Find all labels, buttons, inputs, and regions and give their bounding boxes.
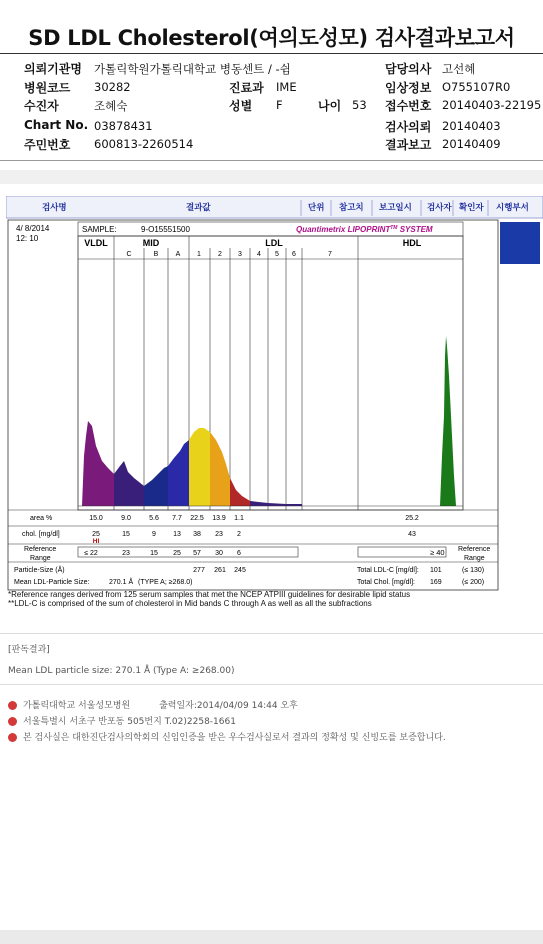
ref-value: 6 [237, 550, 241, 557]
footnote-1: *Reference ranges derived from 125 serum samples that met the NCEP ATPIII guidelines for desirable lipid status [8, 590, 411, 599]
area-value: 5.6 [149, 515, 159, 522]
report-date: 4/ 8/2014 [16, 224, 50, 233]
col-reference: 참고치 [339, 202, 364, 212]
chart-no-label: Chart No. [24, 118, 89, 132]
ldl-band-label: 7 [328, 251, 332, 258]
area-value: 15.0 [89, 515, 103, 522]
area-value: 22.5 [190, 515, 204, 522]
chol-value: 13 [173, 531, 181, 538]
bullet-icon [8, 717, 17, 726]
ref-value: 57 [193, 550, 201, 557]
interpretation-heading: [판독결과] [8, 645, 50, 655]
mid-band-label: B [153, 251, 159, 258]
age-label: 나이 [318, 99, 342, 113]
footer-divider [0, 684, 543, 685]
doctor-label: 담당의사 [385, 62, 432, 76]
hi-flag: HI [92, 538, 100, 545]
chol-value: 38 [193, 531, 201, 538]
chol-value: 15 [122, 531, 130, 538]
area-value: 13.9 [212, 515, 226, 522]
group-label-hdl: HDL [402, 238, 422, 248]
col-result: 결과값 [186, 202, 211, 212]
ordering-org: 가톨릭학원가톨릭대학교 병동센트 / -쉼 [94, 62, 291, 76]
particle-value: 261 [214, 567, 226, 574]
area-value: 1.1 [234, 515, 244, 522]
footnote-2: **LDL-C is comprised of the sum of cholesterol in Mid bands C through A as well as all the subfractions [8, 599, 372, 608]
area-value: 25.2 [405, 515, 419, 522]
hdl-ref-label-1: Reference [458, 546, 491, 553]
bullet-icon [8, 701, 17, 710]
chart-no: 03878431 [94, 119, 153, 133]
page-title: SD LDL Cholesterol(여의도성모) 검사결과보고서 [28, 26, 515, 50]
total-chol: 169 [430, 579, 442, 586]
chol-value: 43 [408, 531, 416, 538]
header-blue-block [500, 222, 540, 264]
chol-value: 23 [215, 531, 223, 538]
total-chol-ref: (≤ 200) [462, 579, 485, 586]
particle-value: 277 [193, 567, 205, 574]
gray-band [0, 170, 543, 184]
hdl-ref-label-2: Range [464, 555, 485, 562]
particle-value: 245 [234, 567, 246, 574]
ref-label-2: Range [30, 555, 51, 562]
ldl-band-label: 6 [292, 251, 296, 258]
total-ldl: 101 [430, 567, 442, 574]
ldl5-7-tail [268, 503, 302, 506]
ldl-band-label: 1 [197, 251, 201, 258]
ldl3-peak [230, 478, 250, 506]
col-report-date: 보고일시 [379, 202, 412, 212]
ref-value: 25 [173, 550, 181, 557]
footer-address-line [8, 714, 236, 727]
area-value: 7.7 [172, 515, 182, 522]
sex: F [276, 98, 283, 112]
chol-value: 25 [92, 531, 100, 538]
ldl4-peak [250, 501, 268, 506]
footer-note: 본 검사실은 대한진단검사의학회의 신임인증을 받은 우수검사실로서 결과의 정확성 및 신빙도를 보증합니다. [23, 733, 446, 743]
ordering-org-label: 의뢰기관명 [24, 62, 82, 76]
ldl2-peak [210, 432, 230, 506]
area-label: area % [30, 515, 53, 522]
mean-value: 270.1 Å [109, 579, 134, 586]
hdl-peak [440, 336, 456, 506]
footer-org: 가톨릭대학교 서울성모병원 [23, 701, 131, 711]
total-ldl-ref: (≤ 130) [462, 567, 485, 574]
col-dept: 시행부서 [496, 202, 529, 212]
mid-c-peak [114, 461, 144, 506]
interp-divider [0, 633, 543, 634]
interpretation-text: Mean LDL particle size: 270.1 Å (Type A: ≥268.00) [8, 666, 235, 676]
info-divider [0, 160, 543, 161]
report-frame [8, 220, 498, 590]
col-item: 검사명 [42, 202, 67, 212]
footer-note-line [8, 730, 446, 743]
patient-name: 조혜숙 [94, 99, 128, 113]
ldl-band-label: 5 [275, 251, 279, 258]
hospital-code: 30282 [94, 80, 131, 94]
lipoprint-report [6, 196, 543, 591]
resident-no-label: 주민번호 [24, 138, 71, 152]
brand-logo: Quantimetrix LIPOPRINT™ SYSTEM [296, 225, 433, 234]
resident-no: 600813-2260514 [94, 137, 194, 151]
age: 53 [352, 98, 367, 112]
footer-org-line [8, 698, 298, 711]
area-value: 9.0 [121, 515, 131, 522]
ldl-band-label: 2 [218, 251, 222, 258]
hdl-ref: ≥ 40 [430, 548, 445, 557]
col-examiner: 검사자 [427, 202, 452, 212]
footer-address: 서울특별시 서초구 반포동 505번지 T.02)2258-1661 [23, 717, 236, 727]
clinical-info-label: 임상정보 [385, 81, 432, 95]
col-unit: 단위 [308, 202, 325, 212]
department: IME [276, 80, 297, 94]
ref-value: 15 [150, 550, 158, 557]
patient-label: 수진자 [24, 99, 59, 113]
request-date: 20140403 [442, 119, 501, 133]
sample-id: 9-O15551500 [141, 225, 190, 234]
group-label-vldl: VLDL [84, 238, 108, 248]
ldl-band-label: 3 [238, 251, 242, 258]
electrophoresis-panel [78, 236, 463, 510]
mid-band-label: C [126, 251, 132, 258]
receipt-no-label: 접수번호 [385, 99, 432, 113]
request-date-label: 검사의뢰 [385, 120, 432, 134]
ref-range-box [78, 547, 298, 557]
bottom-band [0, 930, 543, 944]
hospital-code-label: 병원코드 [24, 81, 71, 95]
report-date: 20140409 [442, 137, 501, 151]
total-chol-label: Total Chol. [mg/dl]: [357, 579, 415, 586]
department-label: 진료과 [229, 81, 264, 95]
ref-value: ≤ 22 [84, 550, 98, 557]
mean-type: (TYPE A; ≥268.0) [138, 579, 193, 586]
ldl-band-label: 4 [257, 251, 261, 258]
group-label-ldl: LDL [265, 238, 283, 248]
ref-value: 30 [215, 550, 223, 557]
sample-label: SAMPLE: [82, 225, 117, 234]
footer-printed: 출력일자:2014/04/09 14:44 오후 [159, 701, 298, 711]
chol-value: 9 [152, 531, 156, 538]
mean-label: Mean LDL-Particle Size: [14, 579, 90, 586]
clinical-info: O755107R0 [442, 80, 511, 94]
vldl-peak [82, 421, 114, 506]
sex-label: 성별 [229, 99, 253, 113]
chol-label: chol. [mg/dl] [22, 531, 60, 538]
ref-label-1: Reference [24, 546, 57, 553]
bullet-icon [8, 733, 17, 742]
ref-value: 23 [122, 550, 130, 557]
receipt-no: 20140403-22195 [442, 98, 542, 112]
chol-value: 2 [237, 531, 241, 538]
group-label-mid: MID [142, 238, 160, 248]
mid-b-peak [144, 466, 168, 506]
total-ldl-label: Total LDL-C [mg/dl]: [357, 567, 419, 574]
doctor: 고선혜 [442, 62, 476, 76]
report-time: 12: 10 [16, 234, 39, 243]
particle-label: Particle-Size (Å) [14, 567, 65, 574]
ldl1-peak [189, 428, 210, 506]
report-date-label: 결과보고 [385, 138, 432, 152]
mid-band-label: A [175, 251, 181, 258]
title-divider [0, 53, 543, 54]
col-verifier: 확인자 [459, 202, 484, 212]
mid-a-peak [168, 440, 189, 506]
